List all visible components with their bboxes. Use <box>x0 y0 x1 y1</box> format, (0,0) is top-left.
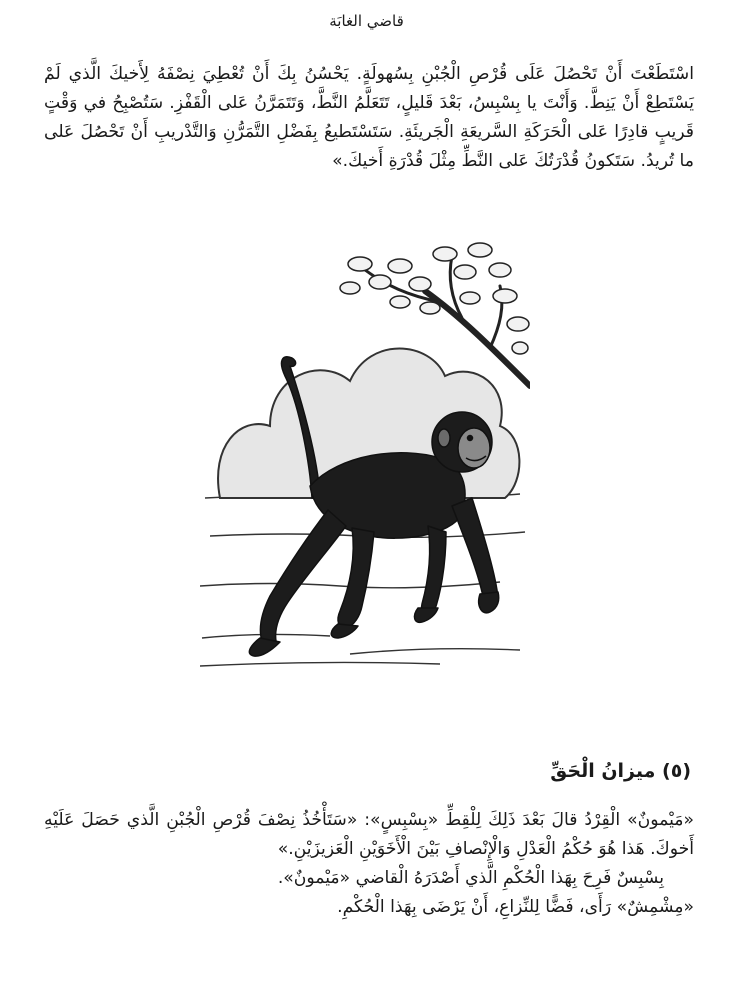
paragraph-2-line-1: «مَيْمونٌ» الْقِرْدُ قالَ بَعْدَ ذَلِكَ لِلْقِطِّ «بِسْبِسٍ»: «سَتَأْخُذُ نِصْفَ قُرْصِ الْجُبْنِ الَّذي حَصَلَ عَلَيْهِ أَخوكَ. هَذا هُوَ حُكْمُ الْعَدْلِ وَالْإِنْصافِ بَيْنَ الْأَخَوَيْنِ الْعَزيزَيْنِ.» <box>44 810 694 859</box>
monkey-illustration <box>200 236 530 676</box>
paragraph-2-line-2: بِسْبِسٌ فَرِحَ بِهَذا الْحُكْمِ الَّذي أَصْدَرَهُ الْقاضي «مَيْمونٌ». <box>277 868 664 888</box>
page-header-title: قاضي الغابَة <box>329 12 404 30</box>
story-paragraph-1: اسْتَطَعْتَ أَنْ تَحْصُلَ عَلَى قُرْصِ الْجُبْنِ بِسُهولَةٍ. يَحْسُنُ بِكَ أَنْ تُعْطِيَ نِصْفَهُ لِأَخيكَ الَّذي لَمْ يَسْتَطِعْ أَنْ يَنِطَّ. وَأَنْتَ يا بِسْبِسُ، بَعْدَ قَليلٍ، تَتَعَلَّمُ النَّطَّ، وَتَتَمَرَّنُ عَلى الْقَفْزِ. سَتُصْبِحُ في وَقْتٍ قَريبٍ قادِرًا عَلى الْحَرَكَةِ السَّريعَةِ الْجَريئَةِ. سَتَسْتَطيعُ بِفَضْلِ التَّمَرُّنِ وَالتَّدْريبِ أَنْ تَحْصُلَ عَلى ما تُريدُ. سَتَكونُ قُدْرَتُكَ عَلى النَّطِّ مِثْلَ قُدْرَةِ أَخيكَ.» <box>44 64 694 171</box>
story-paragraph-2 <box>44 806 694 922</box>
section-title: (٥) ميزانُ الْحَقِّ <box>550 760 691 782</box>
paragraph-2-line-3: «مِشْمِشٌ» رَأَى، فَضًّا لِلنِّزاعِ، أَنْ يَرْضَى بِهَذا الْحُكْمِ. <box>337 897 694 917</box>
